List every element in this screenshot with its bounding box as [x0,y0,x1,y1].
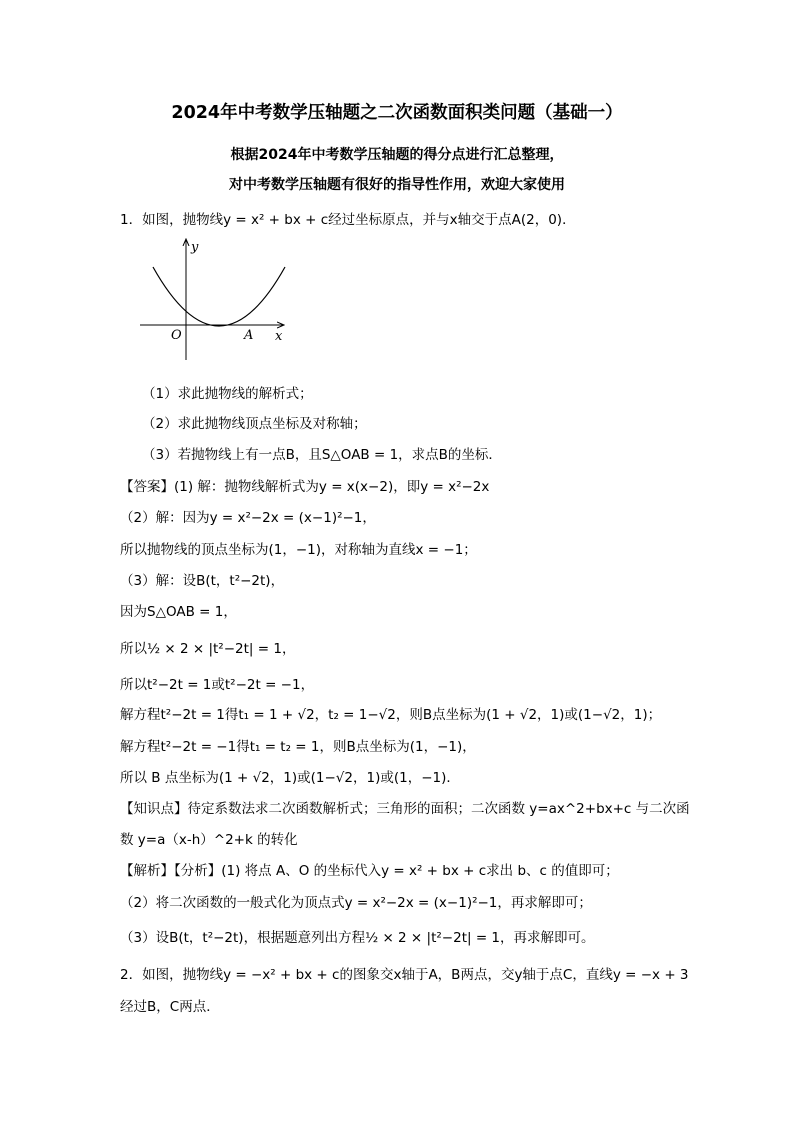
question-2-line: 2．如图，抛物线y = −x² + bx + c的图象交x轴于A，B两点，交y轴于点C，直线y = −x + 3 [120,967,689,983]
question-1-part-2: （2）求此抛物线顶点坐标及对称轴； [142,416,367,432]
page-title: 2024年中考数学压轴题之二次函数面积类问题（基础一） [171,103,623,123]
answer-line: 解方程t²−2t = −1得t₁ = t₂ = 1，则B点坐标为(1，−1)， [120,739,476,755]
subtitle-line-1: 根据2024年中考数学压轴题的得分点进行汇总整理， [230,147,564,163]
x-axis-label: x [275,329,283,344]
parabola-curve [153,267,285,326]
analysis-line: 【解析】【分析】(1) 将点 A、O 的坐标代入y = x² + bx + c求出 b、c 的值即可； [120,863,619,879]
answer-line: 解方程t²−2t = 1得t₁ = 1 + √2，t₂ = 1−√2，则B点坐标为(1 + √2，1)或(1−√2，1)； [120,707,662,723]
knowledge-point-line: 数 y=a（x-h）^2+k 的转化 [120,832,298,848]
answer-line: 【答案】(1) 解：抛物线解析式为y = x(x−2)，即y = x²−2x [120,479,490,495]
parabola-figure [138,236,288,361]
subtitle-line-2: 对中考数学压轴题有很好的指导性作用，欢迎大家使用 [229,177,565,193]
answer-line: （3）解：设B(t，t²−2t)， [120,573,285,589]
answer-line: 所以 B 点坐标为(1 + √2，1)或(1−√2，1)或(1，−1)． [120,770,460,786]
question-1-part-1: （1）求此抛物线的解析式； [142,386,313,402]
question-2-line: 经过B，C两点． [120,999,220,1015]
knowledge-point-line: 【知识点】待定系数法求二次函数解析式；三角形的面积；二次函数 y=ax^2+bx+c 与二次函 [120,801,690,817]
point-a-label: A [244,328,254,343]
analysis-line: （3）设B(t，t²−2t)，根据题意列出方程½ × 2 × |t²−2t| = 1，再求解即可。 [120,930,595,946]
analysis-line: （2）将二次函数的一般式化为顶点式y = x²−2x = (x−1)²−1，再求解即可； [120,895,592,911]
y-axis-label: y [191,240,199,255]
origin-label: O [171,328,182,343]
answer-line: 所以抛物线的顶点坐标为(1，−1)，对称轴为直线x = −1； [120,542,477,558]
answer-line: （2）解：因为y = x²−2x = (x−1)²−1， [120,510,376,526]
answer-line: 因为S△OAB = 1， [120,604,237,620]
question-1-stem: 1．如图，抛物线y = x² + bx + c经过坐标原点，并与x轴交于点A(2，0)． [120,212,576,228]
question-1-part-3: （3）若抛物线上有一点B，且S△OAB = 1，求点B的坐标． [142,447,502,463]
answer-line: 所以t²−2t = 1或t²−2t = −1， [120,677,315,693]
answer-line: 所以½ × 2 × |t²−2t| = 1， [120,641,296,657]
